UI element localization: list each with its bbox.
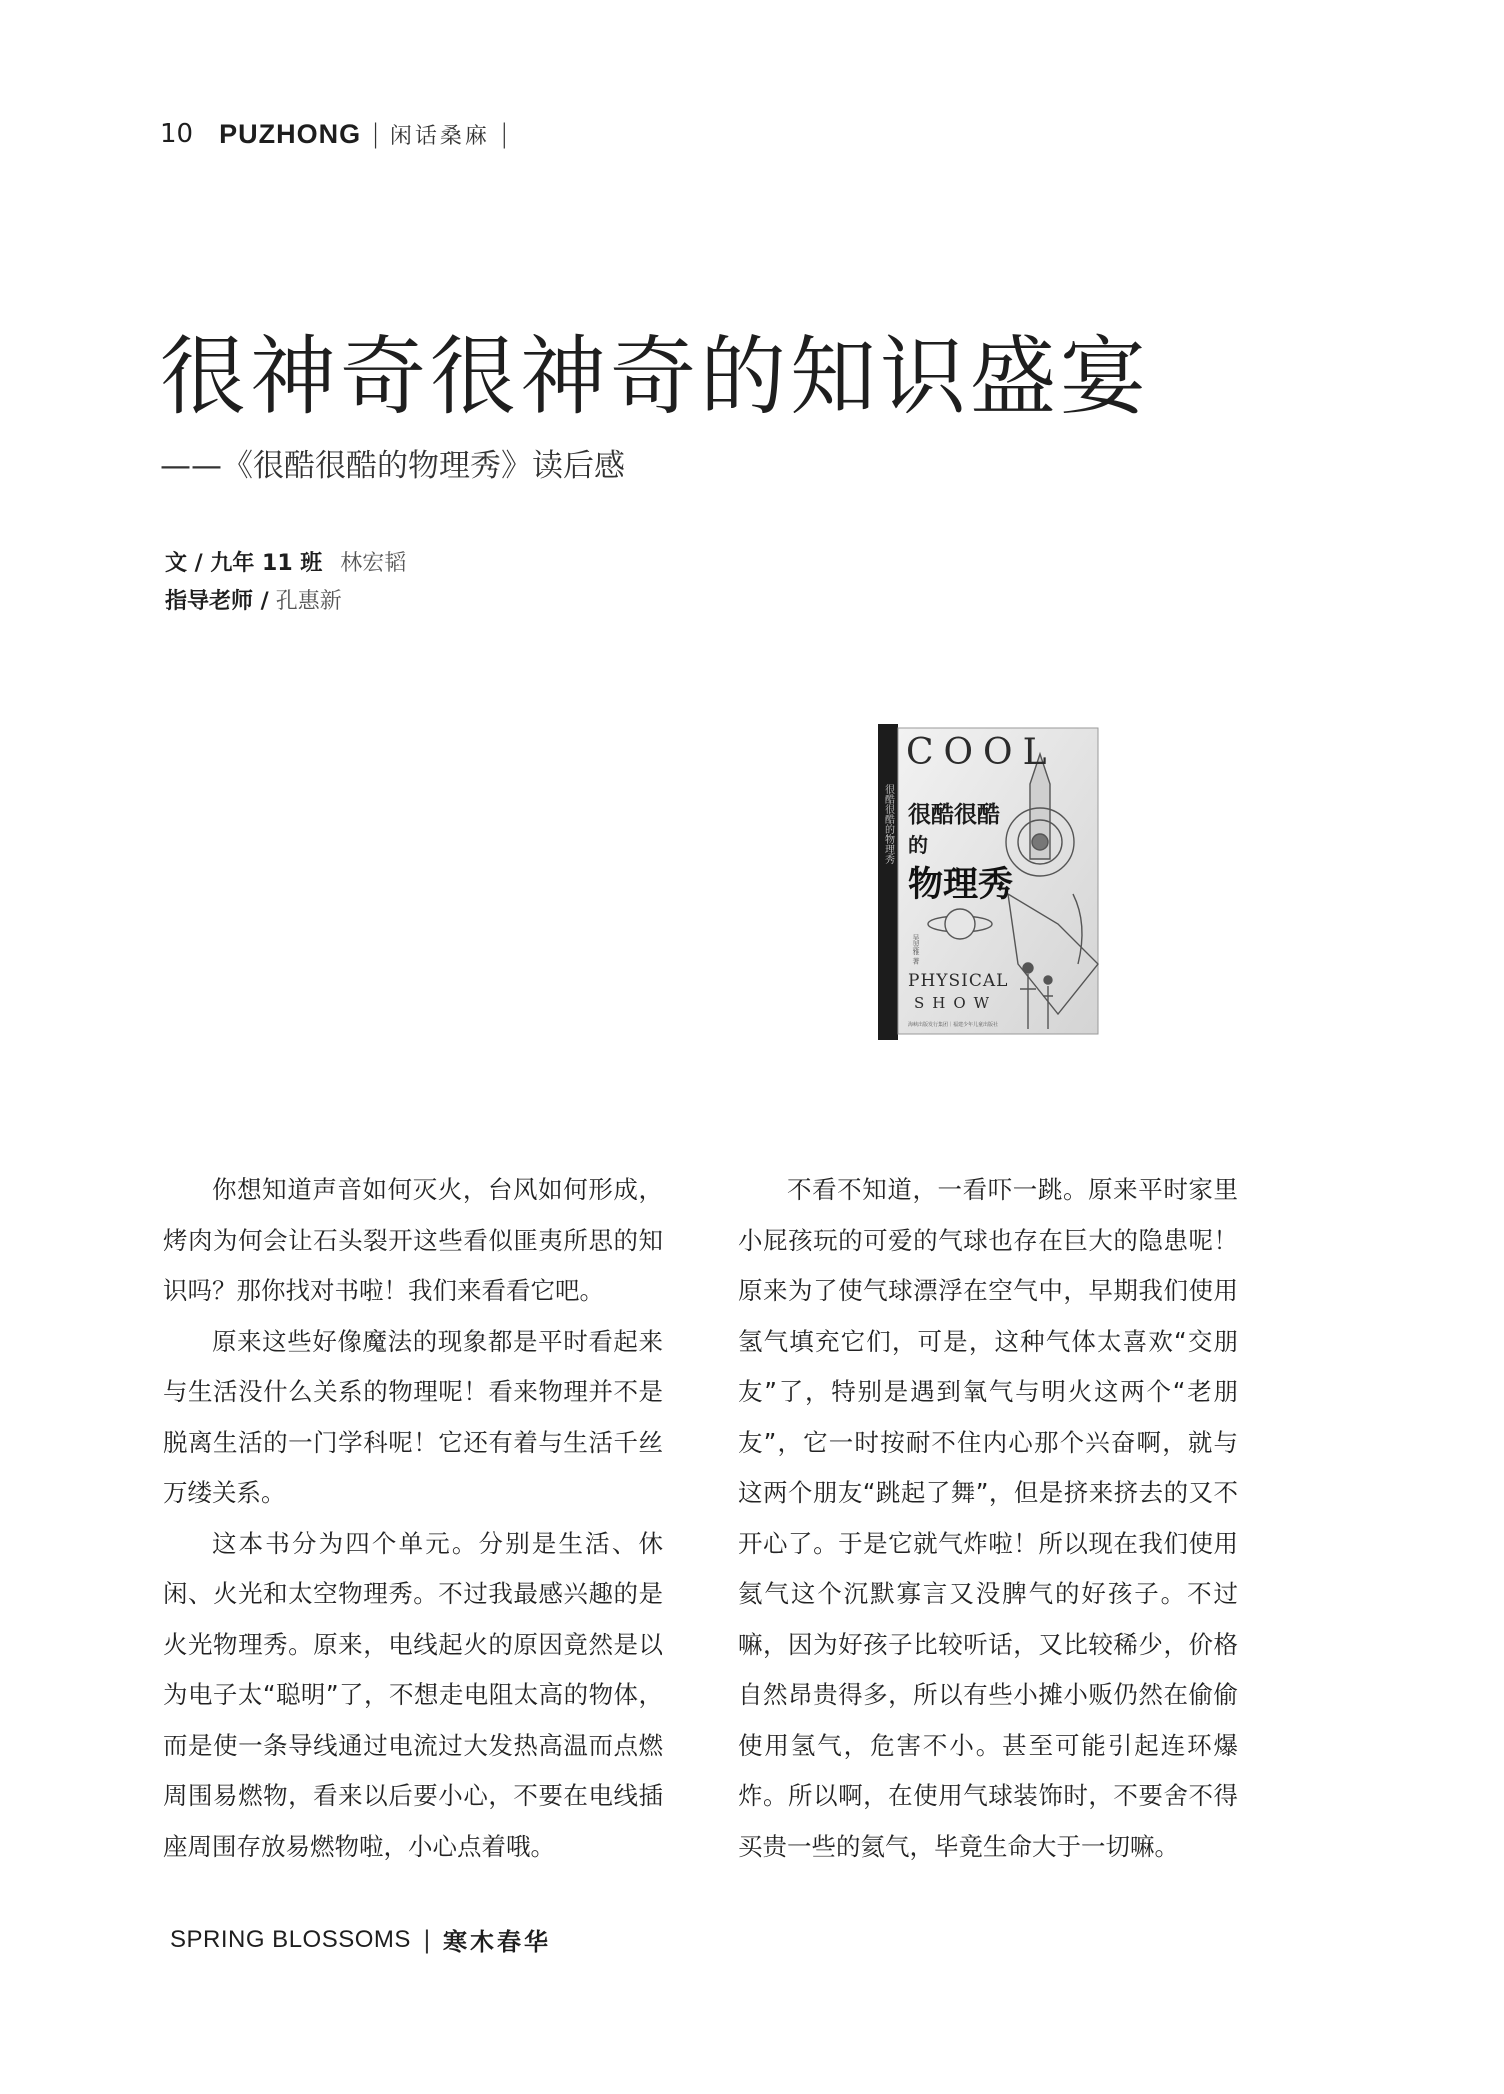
cover-title-line1: 很酷很酷 bbox=[908, 801, 1000, 828]
cover-author: 吴翌雅 著 bbox=[912, 934, 920, 965]
page-header bbox=[160, 114, 519, 154]
book-spine bbox=[878, 724, 898, 1040]
cover-title-line3: 物理秀 bbox=[908, 864, 1014, 905]
footer-en-title: SPRING BLOSSOMS bbox=[170, 1925, 411, 1953]
footer-zh-title: 寒木春华 bbox=[442, 1928, 551, 1956]
cover-publisher: 海峡出版发行集团｜福建少年儿童出版社 bbox=[908, 1022, 999, 1028]
cover-title-line2: 的 bbox=[908, 833, 928, 857]
spine-title: 很酷很酷的物理秀 bbox=[882, 784, 894, 864]
column-name: 闲话桑麻 bbox=[389, 123, 490, 149]
author-label: 文 / 九年 11 班 bbox=[165, 551, 323, 576]
header-separator-end: | bbox=[499, 119, 509, 149]
paragraph: 你想知道声音如何灭火，台风如何形成，烤肉为何会让石头裂开这些看似匪夷所思的知识吗？那你找对书啦！我们来看看它吧。 bbox=[163, 1175, 663, 1305]
magazine-brand: PUZHONG bbox=[219, 118, 362, 149]
page-footer bbox=[170, 1922, 551, 1957]
byline bbox=[165, 545, 406, 621]
body-column-right bbox=[738, 1165, 1238, 1872]
paragraph: 原来这些好像魔法的现象都是平时看起来与生活没什么关系的物理呢！看来物理并不是脱离生活的一门学科呢！它还有着与生活千丝万缕关系。 bbox=[163, 1326, 663, 1507]
footer-separator: | bbox=[422, 1925, 431, 1954]
cover-top-word: COOL bbox=[906, 732, 1057, 773]
body-column-left bbox=[163, 1165, 663, 1872]
author-name: 林宏韬 bbox=[340, 551, 407, 576]
page-number: 10 bbox=[160, 119, 194, 149]
article-title: 很神奇很神奇的知识盛宴 bbox=[160, 327, 1150, 427]
paragraph: 这本书分为四个单元。分别是生活、休闲、火光和太空物理秀。不过我最感兴趣的是火光物理秀。原来，电线起火的原因竟然是以为电子太“聪明”了，不想走电阻太高的物体，而是使一条导线通过电流过大发热高温而点燃周围易燃物，看来以后要小心，不要在电线插座周围存放易燃物啦，小心点着哦。 bbox=[163, 1528, 663, 1861]
teacher-line bbox=[165, 583, 406, 621]
author-line bbox=[165, 545, 406, 583]
paragraph: 不看不知道，一看吓一跳。原来平时家里小屁孩玩的可爱的气球也存在巨大的隐患呢！原来为了使气球漂浮在空气中，早期我们使用氢气填充它们，可是，这种气体太喜欢“交朋友”了，特别是遇到氧气与明火这两个“老朋友”，它一时按耐不住内心那个兴奋啊，就与这两个朋友“跳起了舞”，但是挤来挤去的又不开心了。于是它就气炸啦！所以现在我们使用氦气这个沉默寡言又没脾气的好孩子。不过嘛，因为好孩子比较听话，又比较稀少，价格自然昂贵得多，所以有些小摊小贩仍然在偷偷使用氢气，危害不小。甚至可能引起连环爆炸。所以啊，在使用气球装饰时，不要舍不得买贵一些的氦气，毕竟生命大于一切嘛。 bbox=[738, 1175, 1238, 1861]
article-subtitle: ——《很酷很酷的物理秀》读后感 bbox=[160, 448, 625, 484]
book-cover-image bbox=[878, 724, 1100, 1040]
cover-en-line2: SHOW bbox=[914, 994, 998, 1012]
cover-en-line1: PHYSICAL bbox=[908, 971, 1009, 991]
header-separator: | bbox=[371, 119, 380, 149]
teacher-name: 孔惠新 bbox=[275, 589, 342, 614]
teacher-label: 指导老师 / bbox=[165, 589, 269, 614]
